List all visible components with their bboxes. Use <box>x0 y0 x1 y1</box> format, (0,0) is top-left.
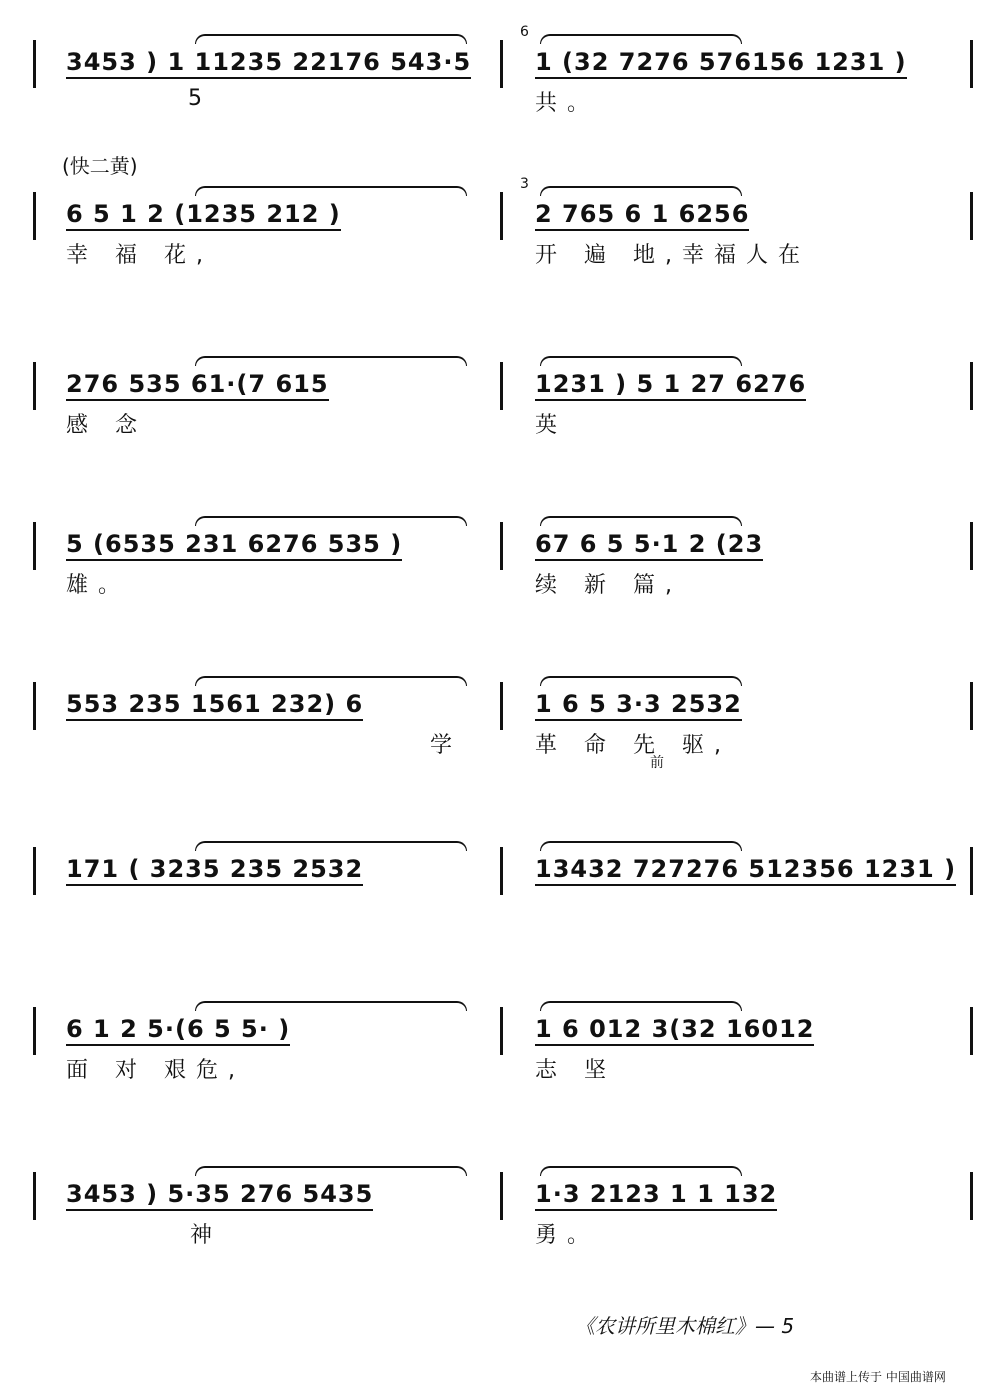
barline-middle <box>500 1172 503 1220</box>
slur-mark <box>195 516 467 526</box>
barline-end <box>970 1007 973 1055</box>
upload-credit: 本曲谱上传于 中国曲谱网 <box>810 1370 946 1384</box>
barline-end <box>970 1172 973 1220</box>
measure-right-notation: 1 6 5 3·3 2532 <box>535 690 742 721</box>
slur-mark <box>540 1001 742 1011</box>
page-footer: 《农讲所里木棉红》— 5 <box>575 1314 795 1338</box>
barline-end <box>970 522 973 570</box>
barline-start <box>33 362 36 410</box>
section-label: (快二黄) <box>62 154 138 178</box>
slur-mark <box>195 841 467 851</box>
barline-middle <box>500 362 503 410</box>
slur-mark <box>195 1166 467 1176</box>
measure-right-notation: 13432 727276 512356 1231 ) <box>535 855 956 886</box>
barline-end <box>970 40 973 88</box>
lyric-left: 感 念 <box>66 413 147 438</box>
lyric-left: 面 对 艰危, <box>66 1058 245 1083</box>
lyric-right: 续 新 篇, <box>535 573 682 598</box>
barline-middle <box>500 1007 503 1055</box>
measure-left-notation: 276 535 61·(7 615 <box>66 370 329 401</box>
measure-right-notation: 1 6 012 3(32 16012 <box>535 1015 814 1046</box>
slur-mark <box>540 356 742 366</box>
lyric-right: 革 命 先 驱, <box>535 733 731 758</box>
barline-end <box>970 682 973 730</box>
barline-middle <box>500 40 503 88</box>
barline-start <box>33 522 36 570</box>
barline-start <box>33 847 36 895</box>
barline-end <box>970 847 973 895</box>
slur-mark <box>540 186 742 196</box>
barline-end <box>970 362 973 410</box>
measure-left-notation: 3453 ) 1 11235 22176 543·5 <box>66 48 471 79</box>
lyric-right: 共。 <box>535 91 600 116</box>
lyric-left: 神 <box>190 1223 223 1248</box>
slur-mark <box>195 676 467 686</box>
slur-mark <box>540 676 742 686</box>
slur-mark <box>195 34 467 44</box>
lyric-right: 英 <box>535 413 568 438</box>
grace-note: 6 <box>520 24 529 40</box>
slur-mark <box>540 516 742 526</box>
slur-mark <box>540 1166 742 1176</box>
barline-middle <box>500 522 503 570</box>
measure-right-notation: 1·3 2123 1 1 132 <box>535 1180 777 1211</box>
grace-note: 3 <box>520 176 529 192</box>
barline-start <box>33 40 36 88</box>
measure-left-notation: 6 5 1 2 (1235 212 ) <box>66 200 341 231</box>
barline-middle <box>500 682 503 730</box>
lyric-right: 志 坚 <box>535 1058 616 1083</box>
lyric-left: 学 <box>430 733 463 758</box>
measure-left-notation: 171 ( 3235 235 2532 <box>66 855 363 886</box>
barline-middle <box>500 847 503 895</box>
measure-left-notation: 553 235 1561 232) 6 <box>66 690 363 721</box>
measure-left-notation: 6 1 2 5·(6 5 5· ) <box>66 1015 290 1046</box>
slur-mark <box>195 356 467 366</box>
barline-start <box>33 1172 36 1220</box>
barline-end <box>970 192 973 240</box>
barline-start <box>33 1007 36 1055</box>
slur-mark <box>540 34 742 44</box>
barline-middle <box>500 192 503 240</box>
lyric-left: 幸 福 花, <box>66 243 213 268</box>
slur-mark <box>540 841 742 851</box>
lyric-left: 5 <box>188 86 212 111</box>
barline-start <box>33 682 36 730</box>
barline-start <box>33 192 36 240</box>
lyric-right: 勇。 <box>535 1223 600 1248</box>
measure-left-notation: 3453 ) 5·35 276 5435 <box>66 1180 373 1211</box>
lyric-left: 雄。 <box>66 573 131 598</box>
measure-right-notation: 67 6 5 5·1 2 (23 <box>535 530 763 561</box>
lyric-note: 前 <box>650 755 664 771</box>
slur-mark <box>195 186 467 196</box>
measure-right-notation: 2 765 6 1 6256 <box>535 200 749 231</box>
measure-right-notation: 1231 ) 5 1 27 6276 <box>535 370 806 401</box>
measure-right-notation: 1 (32 7276 576156 1231 ) <box>535 48 907 79</box>
lyric-right: 开 遍 地,幸福人在 <box>535 243 810 268</box>
measure-left-notation: 5 (6535 231 6276 535 ) <box>66 530 402 561</box>
slur-mark <box>195 1001 467 1011</box>
